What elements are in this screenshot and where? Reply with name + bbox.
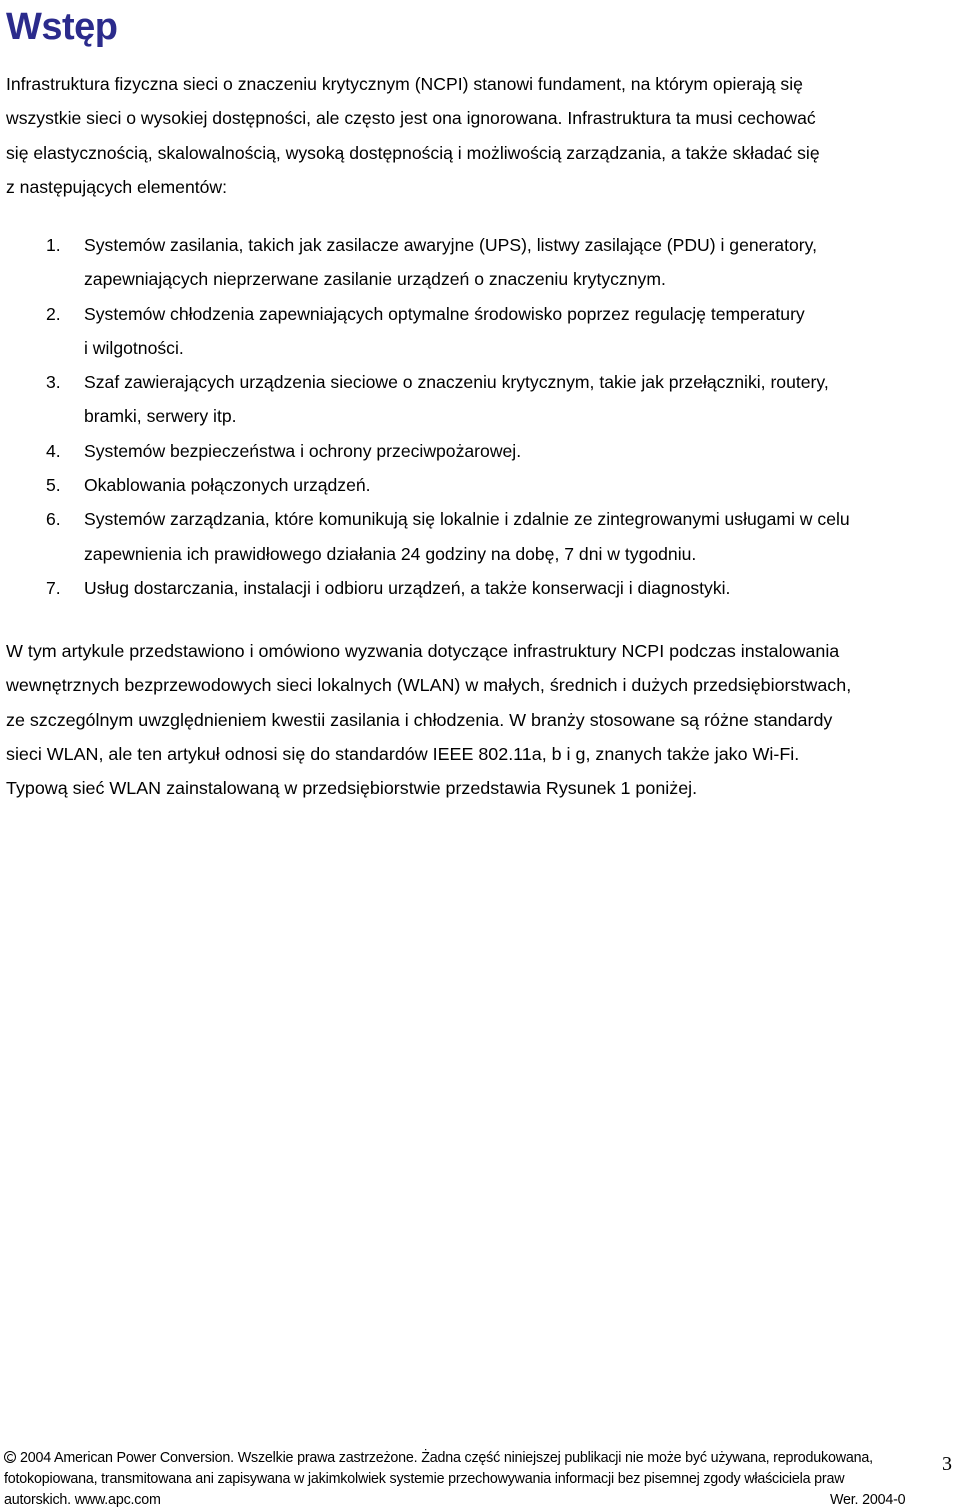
list-item-line: i wilgotności. [84, 337, 184, 358]
list-item-line: zapewnienia ich prawidłowego działania 24 godziny na dobę, 7 dni w tygodniu. [84, 543, 697, 564]
list-number: 7. [46, 577, 61, 598]
list-number: 6. [46, 509, 61, 530]
intro-line: z następujących elementów: [6, 176, 228, 197]
body-line: sieci WLAN, ale ten artykuł odnosi się do standardów IEEE 802.11a, b i g, znanych także jako Wi-Fi. [6, 743, 800, 764]
intro-line: Infrastruktura fizyczna sieci o znaczeniu krytycznym (NCPI) stanowi fundament, na którym opierają się [6, 74, 803, 94]
list-item [0, 502, 960, 571]
body-line: ze szczególnym uwzględnieniem kwestii zasilania i chłodzenia. W branży stosowane są różne standardy [6, 709, 833, 730]
section-heading: Wstęp [6, 6, 118, 48]
body-line: W tym artykule przedstawiono i omówiono wyzwania dotyczące infrastruktury NCPI podczas instalowania [6, 641, 840, 661]
list-item-line: zapewniających nieprzerwane zasilanie urządzeń o znaczeniu krytycznym. [84, 269, 666, 290]
copyright-icon [4, 1451, 16, 1463]
list-number: 5. [46, 475, 61, 496]
list-item-line: Szaf zawierających urządzenia sieciowe o znaczeniu krytycznym, takie jak przełączniki, routery, [84, 372, 829, 393]
list-item-line: Systemów bezpieczeństwa i ochrony przeciwpożarowej. [84, 440, 522, 461]
elements-list [0, 228, 960, 605]
footer-website-line: autorskich. www.apc.com [4, 1492, 161, 1508]
footer-copyright-line: fotokopiowana, transmitowana ani zapisywana w jakimkolwiek systemie przechowywania informacji bez pisemnej zgody właściciela praw [4, 1471, 845, 1487]
intro-paragraph [6, 67, 956, 204]
intro-line: wszystkie sieci o wysokiej dostępności, ale często jest ona ignorowana. Infrastruktura ta musi cechować [6, 108, 816, 129]
list-item [0, 297, 960, 366]
list-item [0, 468, 960, 502]
list-item-line: Okablowania połączonych urządzeń. [84, 475, 371, 496]
list-number: 4. [46, 440, 61, 461]
body-line: Typową sieć WLAN zainstalowaną w przedsiębiorstwie przedstawia Rysunek 1 poniżej. [6, 778, 698, 799]
intro-line: się elastycznością, skalowalnością, wysoką dostępnością i możliwością zarządzania, a także składać się [6, 142, 820, 163]
list-number: 3. [46, 372, 61, 393]
list-item [0, 365, 960, 434]
list-item-line: Usług dostarczania, instalacji i odbioru urządzeń, a także konserwacji i diagnostyki. [84, 577, 731, 598]
footer-version: Wer. 2004-0 [830, 1492, 906, 1508]
list-number: 2. [46, 303, 61, 324]
list-item-line: Systemów chłodzenia zapewniających optymalne środowisko poprzez regulację temperatury [84, 303, 805, 324]
list-item [0, 228, 960, 297]
list-item-line: Systemów zasilania, takich jak zasilacze awaryjne (UPS), listwy zasilające (PDU) i generatory, [84, 235, 817, 255]
list-item [0, 571, 960, 605]
page-number: 3 [942, 1453, 952, 1475]
list-item [0, 434, 960, 468]
page-footer [0, 1448, 960, 1512]
list-item-line: bramki, serwery itp. [84, 406, 237, 427]
body-line: wewnętrznych bezprzewodowych sieci lokalnych (WLAN) w małych, średnich i dużych przedsiębiorstwach, [6, 675, 852, 696]
list-number: 1. [46, 235, 61, 255]
footer-copyright-line: 2004 American Power Conversion. Wszelkie prawa zastrzeżone. Żadna część niniejszej publikacji nie może być używana, reprodukowana, [20, 1450, 873, 1466]
list-item-line: Systemów zarządzania, które komunikują się lokalnie i zdalnie ze zintegrowanymi usługami w celu [84, 509, 850, 530]
body-paragraph [6, 634, 956, 805]
